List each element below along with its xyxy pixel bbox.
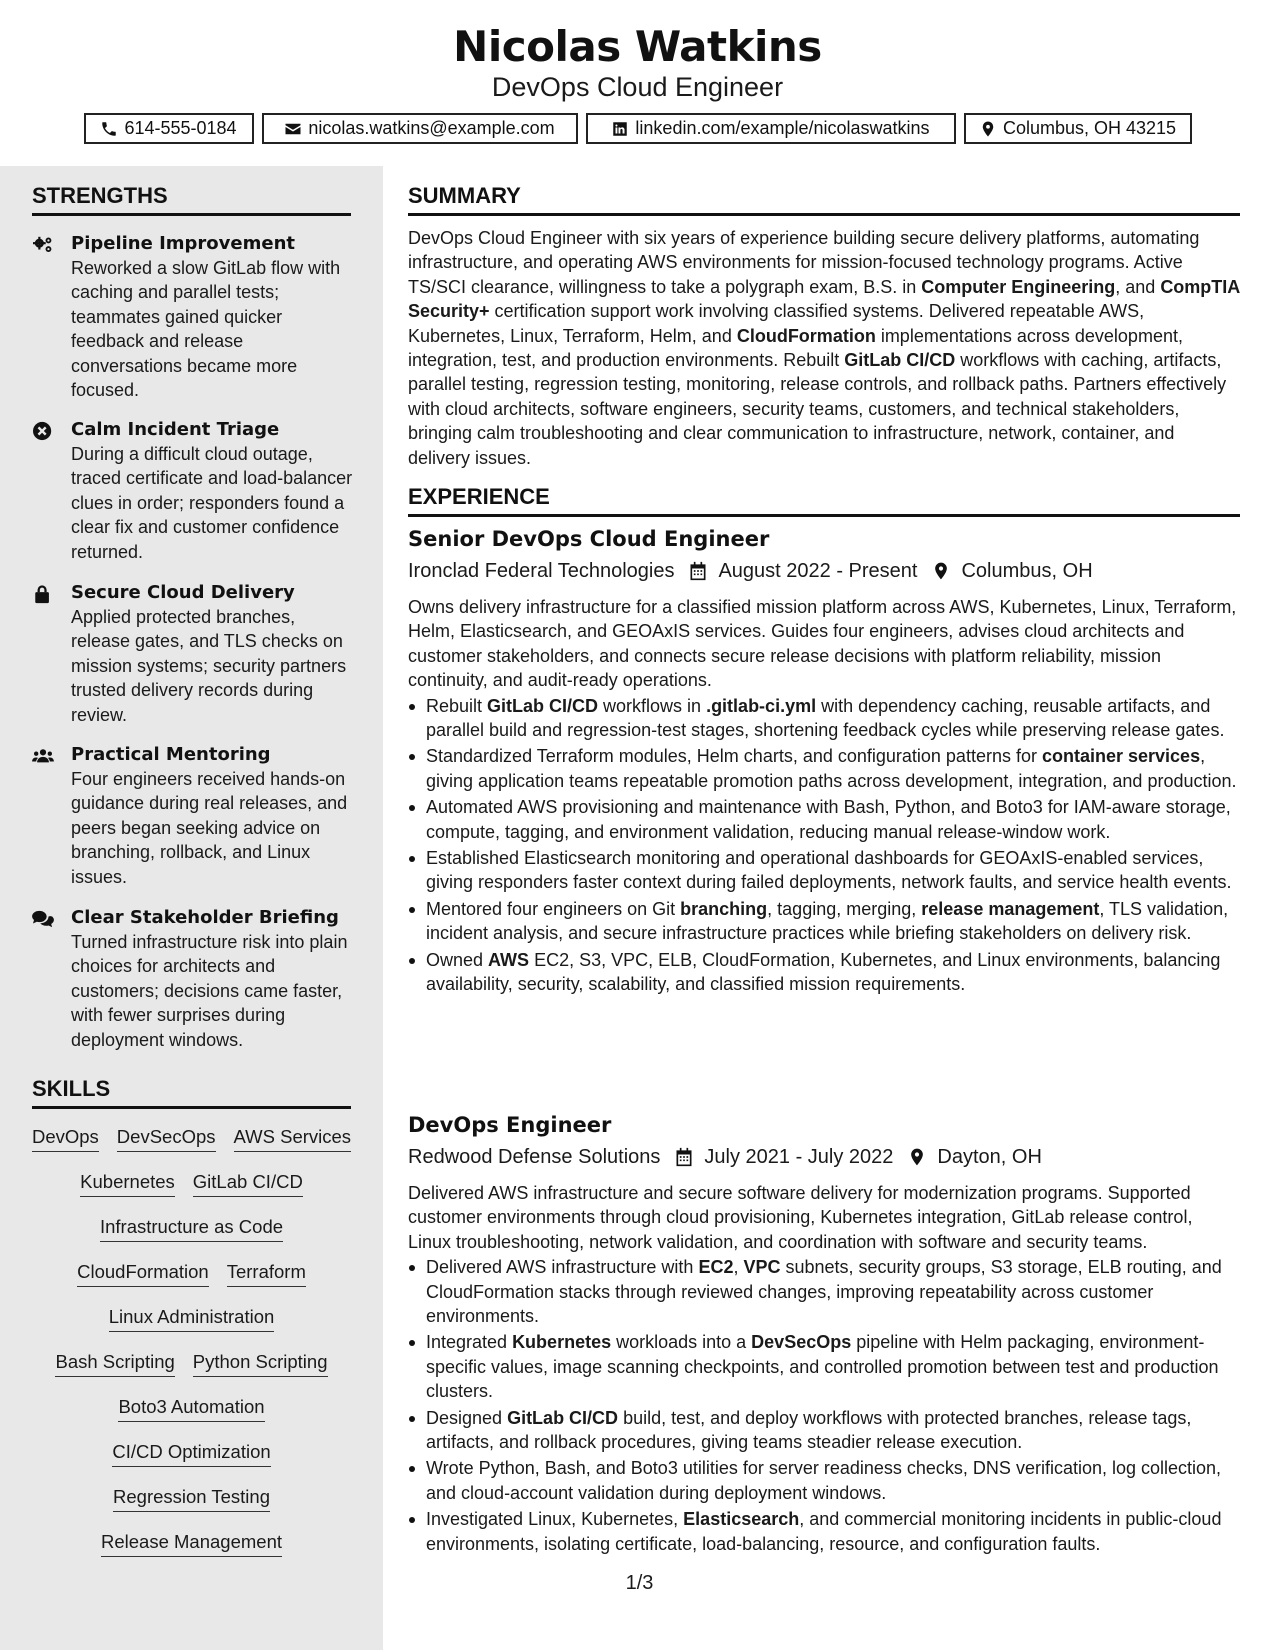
contact-phone[interactable] <box>84 113 254 144</box>
strength-desc: Turned infrastructure risk into plain choices for architects and customers; decisions came faster, with fewer surprises during deployment windows. <box>71 932 348 1050</box>
skill-tag: Boto3 Automation <box>118 1394 264 1422</box>
skill-row <box>32 1529 351 1574</box>
candidate-title: DevOps Cloud Engineer <box>491 72 784 102</box>
bold-text: Kubernetes <box>512 1332 612 1353</box>
bullet-item: Designed GitLab CI/CD build, test, and deploy workflows with protected branches, release tags, artifacts, and rollback procedures, giving teams steadier release execution. <box>408 1406 1240 1455</box>
bullet-item: Integrated Kubernetes workloads into a DevSecOps pipeline with Helm packaging, environment-specific values, image scanning checkpoints, and controlled promotion between test and production clusters. <box>408 1330 1240 1403</box>
skills-heading: SKILLS <box>32 1076 351 1109</box>
contact-phone-text: 614-555-0184 <box>124 118 237 138</box>
job-company: Ironclad Federal Technologies <box>408 559 675 582</box>
skill-tag: Release Management <box>101 1529 282 1557</box>
bullet-item: Investigated Linux, Kubernetes, Elasticsearch, and commercial monitoring incidents in public-cloud environments, isolating certificate, load-balancing, resource, and configuration faults. <box>408 1507 1240 1556</box>
job-entry <box>408 1111 1240 1558</box>
bold-text: DevSecOps <box>751 1332 852 1353</box>
skill-row <box>32 1439 351 1484</box>
bullet-item: Rebuilt GitLab CI/CD workflows in .gitlab-ci.yml with dependency caching, reusable artifacts, and parallel build and regression-test stages, shortening feedback cycles while preserving release gates. <box>408 694 1240 743</box>
contact-email[interactable] <box>262 113 578 144</box>
summary-text: DevOps Cloud Engineer with six years of experience building secure delivery platforms, automating infrastructure, and operating AWS environments for mission-focused technology programs. Active TS/SCI clearance, willingness to take a polygraph exam, B.S. in Computer Engineering, and CompTIA Security+ certification support work involving classified systems. Delivered repeatable AWS, Kubernetes, Linux, Terraform, Helm, and CloudFormation implementations across development, integration, test, and production environments. Rebuilt GitLab CI/CD workflows with caching, artifacts, parallel testing, regression testing, monitoring, release controls, and rollback paths. Partners effectively with cloud architects, software engineers, security teams, customers, and technical stakeholders, bringing calm troubleshooting and clear communication to infrastructure, network, container, and delivery issues. <box>408 228 1240 468</box>
strength-desc: Reworked a slow GitLab flow with caching and parallel tests; teammates gained quicker feedback and release conversations became more focused. <box>71 258 341 401</box>
skill-tag: DevSecOps <box>117 1124 216 1152</box>
page-number: 1/3 <box>625 1572 654 1594</box>
job-description: Owns delivery infrastructure for a classified mission platform across AWS, Kubernetes, Linux, Terraform, Helm, Elasticsearch, and GEOAxIS services. Guides four engineers, advises cloud architects and customer stakeholders, and connects secure release decisions with platform reliability, mission continuity, and audit-ready operations. <box>408 597 1237 691</box>
job-dates: July 2021 - July 2022 <box>704 1145 894 1168</box>
skill-tag: CI/CD Optimization <box>112 1439 270 1467</box>
strength-title: Clear Stakeholder Briefing <box>71 907 339 928</box>
strength-item <box>32 743 357 889</box>
skill-row <box>32 1169 351 1214</box>
bullet-item: Wrote Python, Bash, and Boto3 utilities for server readiness checks, DNS verification, log collection, and cloud-account validation during deployment windows. <box>408 1456 1240 1505</box>
skill-tag: Infrastructure as Code <box>100 1214 283 1242</box>
skill-tag: Regression Testing <box>113 1484 270 1512</box>
skill-tag: DevOps <box>32 1124 99 1152</box>
job-description: Delivered AWS infrastructure and secure software delivery for modernization programs. Supported customer environments through cloud provisioning, Kubernetes integration, GitLab release control, Linux troubleshooting, network validation, and coordination with software and security teams. <box>408 1183 1193 1252</box>
job-location: Columbus, OH <box>961 559 1093 582</box>
strengths-heading: STRENGTHS <box>32 183 351 216</box>
summary-heading: SUMMARY <box>408 183 1240 216</box>
bullet-item: Established Elasticsearch monitoring and operational dashboards for GEOAxIS-enabled services, giving responders faster context during failed deployments, network faults, and service health events. <box>408 846 1240 895</box>
bold-text: GitLab CI/CD <box>844 350 956 371</box>
skills-list <box>32 1124 351 1574</box>
experience-heading: EXPERIENCE <box>408 484 1240 517</box>
incident-icon <box>32 421 54 441</box>
strength-item <box>32 232 357 402</box>
sidebar <box>0 166 383 1650</box>
skill-tag: Python Scripting <box>193 1349 328 1377</box>
strength-item <box>32 418 357 564</box>
bold-text: CompTIA Security+ <box>408 276 1240 322</box>
strength-desc: Four engineers received hands-on guidance during real releases, and peers began seeking advice on branching, rollback, and Linux issues. <box>71 769 348 887</box>
job-title: Senior DevOps Cloud Engineer <box>408 527 770 551</box>
resume-header <box>0 0 1275 166</box>
bold-text: EC2 <box>698 1257 734 1278</box>
lock-icon <box>32 584 54 604</box>
strength-title: Practical Mentoring <box>71 744 271 765</box>
bold-text: GitLab CI/CD <box>487 695 599 716</box>
strength-item <box>32 906 357 1052</box>
bold-text: container services <box>1041 746 1201 767</box>
bold-text: .gitlab-ci.yml <box>706 695 817 716</box>
contact-location <box>964 113 1192 144</box>
skill-tag: Kubernetes <box>80 1169 175 1197</box>
bullet-item: Standardized Terraform modules, Helm charts, and configuration patterns for container services, giving application teams repeatable promotion paths across development, integration, and production. <box>408 744 1240 793</box>
comments-icon <box>32 909 54 929</box>
contact-location-text: Columbus, OH 43215 <box>1002 118 1177 138</box>
skill-row <box>32 1214 351 1259</box>
bold-text: AWS <box>488 949 530 970</box>
bold-text: release management <box>921 898 1100 919</box>
bullet-item: Mentored four engineers on Git branching, tagging, merging, release management, TLS validation, incident analysis, and secure infrastructure practices while briefing stakeholders on delivery risk. <box>408 897 1240 946</box>
strength-title: Calm Incident Triage <box>71 419 280 440</box>
strength-title: Pipeline Improvement <box>71 233 295 254</box>
linkedin-icon <box>611 120 629 138</box>
job-meta <box>408 1143 1240 1171</box>
phone-icon <box>100 120 118 138</box>
strength-title: Secure Cloud Delivery <box>71 582 295 603</box>
skill-tag: AWS Services <box>234 1124 352 1152</box>
candidate-name: Nicolas Watkins <box>453 22 822 71</box>
envelope-icon <box>284 120 302 138</box>
skill-tag: Bash Scripting <box>55 1349 174 1377</box>
bold-text: CloudFormation <box>736 325 876 346</box>
skill-tag: Terraform <box>227 1259 306 1287</box>
job-bullets <box>408 1255 1240 1556</box>
job-bullets <box>408 694 1240 997</box>
map-pin-icon <box>907 1147 927 1167</box>
contact-email-text: nicolas.watkins@example.com <box>308 118 555 138</box>
strength-desc: During a difficult cloud outage, traced certificate and load-balancer clues in order; responders found a clear fix and customer confidence returned. <box>71 444 353 562</box>
skill-row <box>32 1349 351 1394</box>
job-title: DevOps Engineer <box>408 1113 612 1137</box>
bold-text: Computer Engineering <box>921 276 1116 297</box>
skill-row <box>32 1304 351 1349</box>
bold-text: Elasticsearch <box>683 1509 800 1530</box>
job-entry <box>408 525 1240 999</box>
job-meta <box>408 557 1240 585</box>
gears-icon <box>32 235 54 255</box>
strength-desc: Applied protected branches, release gates, and TLS checks on mission systems; security partners trusted delivery records during review. <box>71 607 347 725</box>
skill-tag: GitLab CI/CD <box>193 1169 303 1197</box>
contact-linkedin-text: linkedin.com/example/nicolaswatkins <box>635 118 930 138</box>
skill-tag: Linux Administration <box>109 1304 275 1332</box>
users-icon <box>32 746 54 766</box>
skill-row <box>32 1484 351 1529</box>
bullet-item: Delivered AWS infrastructure with EC2, VPC subnets, security groups, S3 storage, ELB routing, and CloudFormation stacks through reviewed changes, improving repeatability across customer environments. <box>408 1255 1240 1328</box>
bullet-item: Automated AWS provisioning and maintenance with Bash, Python, and Boto3 for IAM-aware storage, compute, tagging, and environment validation, reducing manual release-window work. <box>408 795 1240 844</box>
bold-text: branching <box>680 898 768 919</box>
strength-item <box>32 581 357 727</box>
job-dates: August 2022 - Present <box>718 559 918 582</box>
bold-text: GitLab CI/CD <box>507 1407 619 1428</box>
bullet-item: Owned AWS EC2, S3, VPC, ELB, CloudFormation, Kubernetes, and Linux environments, balancing availability, security, scalability, and classified mission requirements. <box>408 948 1240 997</box>
calendar-icon <box>674 1147 694 1167</box>
job-company: Redwood Defense Solutions <box>408 1145 661 1168</box>
skill-row <box>32 1124 351 1169</box>
skill-row <box>32 1259 351 1304</box>
contact-bar <box>0 113 1275 144</box>
map-pin-icon <box>931 561 951 581</box>
calendar-icon <box>688 561 708 581</box>
map-pin-icon <box>979 120 997 138</box>
skill-tag: CloudFormation <box>77 1259 209 1287</box>
skill-row <box>32 1394 351 1439</box>
job-location: Dayton, OH <box>937 1145 1042 1168</box>
bold-text: VPC <box>743 1257 781 1278</box>
contact-linkedin[interactable] <box>586 113 956 144</box>
